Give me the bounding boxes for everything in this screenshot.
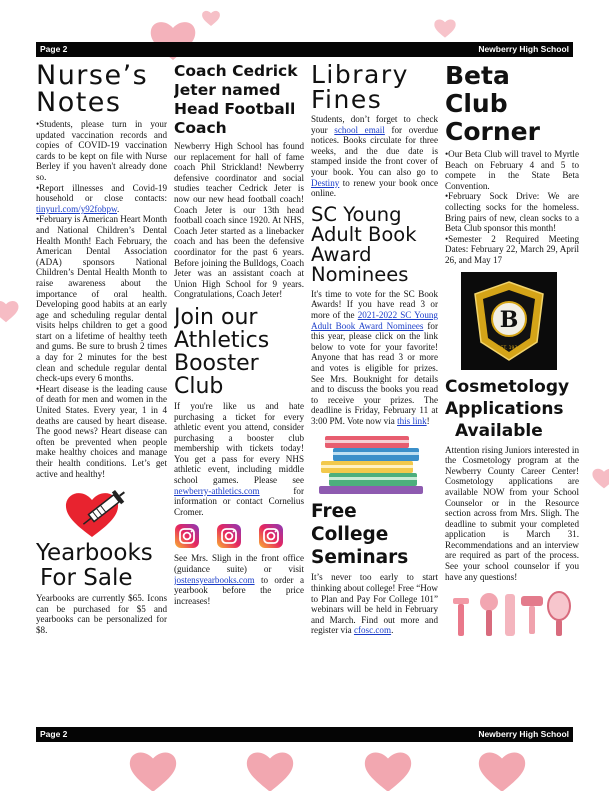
coach-jeter-title: Coach Cedrick Jeter named Head Football Coach xyxy=(174,62,298,137)
yearbooks-title: Yearbooks For Sale xyxy=(36,540,153,592)
booster-club-title: Join our Athletics Booster Club xyxy=(174,304,270,399)
nurse-bullet-heart-disease: •Heart disease is the leading cause of death for men and women in the United States. Every year, 1 in 4 deaths are caused by heart disease. The good news? Heart disease can often be prevented when people make healthy choices and manage their health conditions. Let’s get active and healthy! xyxy=(36,383,167,479)
athletics-link[interactable]: newberry-athletics.com xyxy=(174,485,260,496)
header-school-name: Newberry High School xyxy=(478,44,569,54)
header-page-number: Page 2 xyxy=(40,44,68,54)
footer-bar xyxy=(36,727,573,742)
beta-club-title: Beta Club Corner xyxy=(445,62,540,146)
booster-club-body: If you're like us and hate purchasing a ticket for every athletic event you attend, consider purchasing a booster club membership with tickets today! You get a pass for every NHS athletic event, including middle school games. Please see newberry-athletics.com for information or contact Cornelius Cromer. xyxy=(174,400,304,517)
social-icons-row xyxy=(174,523,304,549)
college-seminars-body: It’s never too early to start thinking about college! Free “How to Plan and Pay For College 101” webinars will be held in February and March. Find out more and register via cfosc.com. xyxy=(311,572,438,636)
heart-decoration-top-right xyxy=(433,17,457,39)
nurse-bullet-heart-month: •February is American Heart Month and National Children’s Dental Health Month! Each February, the American Dental Association (ADA) sponsors National Children’s Dental Health Month to raise awareness about the importance of oral health. Developing good habits at an early age and scheduling regular dental visits helps children to get a good start on a lifetime of healthy teeth and gums. Be sure to brush 2 times a day for 2 minutes for the best clean and schedule regular dental check-ups every 6 months. xyxy=(36,214,167,384)
nominees-link[interactable]: 2021-2022 SC Young Adult Book Award Nominees xyxy=(311,309,438,331)
heart-decoration-right-edge xyxy=(591,466,609,490)
scya-body: It's time to vote for the SC Book Awards! If you have read 3 or more of the 2021-2022 SC Young Adult Book Award Nominees for this year, please click on the link below to vote for your favorite! Anyone that has read 3 or more and votes is eligible for prizes. See Mrs. Bouknight for details and to discuss the books you read to receive your prizes. The deadline is Friday, February 11 at 3:00 PM. Vote now via this link! xyxy=(311,288,438,426)
salon-tools-icon xyxy=(449,588,575,640)
heart-decoration-bottom-4 xyxy=(476,748,528,791)
nurse-bullet-report: •Report illnesses and Covid-19 household or close contacts: tinyurl.com/y92fobpw. xyxy=(36,182,167,214)
library-fines-title: Library Fines xyxy=(311,62,409,114)
cfosc-link[interactable]: cfosc.com xyxy=(353,625,392,636)
nurse-report-link[interactable]: tinyurl.com/y92fobpw xyxy=(36,203,117,214)
column-4 xyxy=(445,62,579,640)
heart-syringe-icon xyxy=(62,487,132,539)
heart-decoration-bottom-1 xyxy=(127,748,179,791)
vote-link[interactable]: this link xyxy=(397,415,427,426)
beta-bullet-meeting-dates: •Semester 2 Required Meeting Dates: February 22, March 29, April 26, and May 17 xyxy=(445,233,579,265)
beta-emblem-letter: B xyxy=(499,306,519,333)
instagram-icon[interactable] xyxy=(258,523,284,549)
instagram-icon[interactable] xyxy=(216,523,242,549)
heart-decoration-left-edge xyxy=(0,298,20,324)
column-3 xyxy=(311,62,438,636)
footer-page-number: Page 2 xyxy=(40,729,68,739)
college-seminars-title: Free College Seminars xyxy=(311,501,409,569)
instagram-icon[interactable] xyxy=(174,523,200,549)
column-1 xyxy=(36,62,167,636)
library-fines-body: Students, don’t forget to check your school email for overdue notices. Books circulate for three weeks, and the due date is stamped inside the front cover of your book. You can also go to Destiny to renew your book once online. xyxy=(311,114,438,199)
jostens-link[interactable]: jostensyearbooks.com xyxy=(174,574,255,585)
nurse-notes-title: Nurse’s Notes xyxy=(36,62,149,118)
coach-jeter-body: Newberry High School has found our replacement for hall of fame coach Phil Strickland! Newberry defensive coordinator and social studies teacher Cedrick Jeter is now our new head football coach! Coach Jeter is our 13th head football coach since 1920. At NHS, Coach Jeter started as a linebacker coach and has been the defensive coordinator for the past 6 years. Before joining the Bulldogs, Coach Jeter was an assistant coach at Union High School for 9 years. Congratulations, Coach Jeter! xyxy=(174,141,304,300)
destiny-link[interactable]: Destiny xyxy=(311,177,340,188)
heart-decoration-top-small xyxy=(201,9,221,27)
yearbook-order-body: See Mrs. Sligh in the front office (guidance suite) or visit jostensyearbooks.com to order a yearbook before the price increases! xyxy=(174,553,304,606)
footer-school-name: Newberry High School xyxy=(478,729,569,739)
cosmetology-body: Attention rising Juniors interested in the Cosmetology program at the Newberry County Career Center! Cosmetology applications are available NOW from your School Counselor or in the Resource section across from Mrs. Sligh. The deadline to submit your completed application is March 31. Recommendations and an interview are required as part of the process. See your school counselor if you have any questions! xyxy=(445,444,579,582)
book-stack-icon xyxy=(319,432,425,496)
beta-emblem-year: EST. 1934 xyxy=(497,345,521,351)
header-bar xyxy=(36,42,573,57)
column-2 xyxy=(174,62,304,606)
yearbooks-body: Yearbooks are currently $65. Icons can be purchased for $5 and yearbooks can be personalized for $8. xyxy=(36,593,167,635)
cosmetology-title: Cosmetology Applications Available xyxy=(445,376,570,441)
scya-title: SC Young Adult Book Award Nominees xyxy=(311,202,417,286)
nurse-bullet-vaccination: •Students, please turn in your updated vaccination records and copies of COVID-19 vaccination cards to be kept on file with Nurse Berley if you haven't already done so. xyxy=(36,119,167,182)
beta-bullet-sock-drive: •February Sock Drive: We are collecting socks for the homeless. Bring pairs of new, clean socks to a Beta Club sponsor this month! xyxy=(445,191,579,234)
school-email-link[interactable]: school email xyxy=(334,124,385,135)
heart-decoration-bottom-3 xyxy=(362,748,414,791)
beta-bullet-myrtle-beach: •Our Beta Club will travel to Myrtle Beach on February 4 and 5 to compete in the State Beta Convention. xyxy=(445,149,579,191)
heart-decoration-bottom-2 xyxy=(244,748,296,791)
beta-club-emblem xyxy=(461,272,557,370)
